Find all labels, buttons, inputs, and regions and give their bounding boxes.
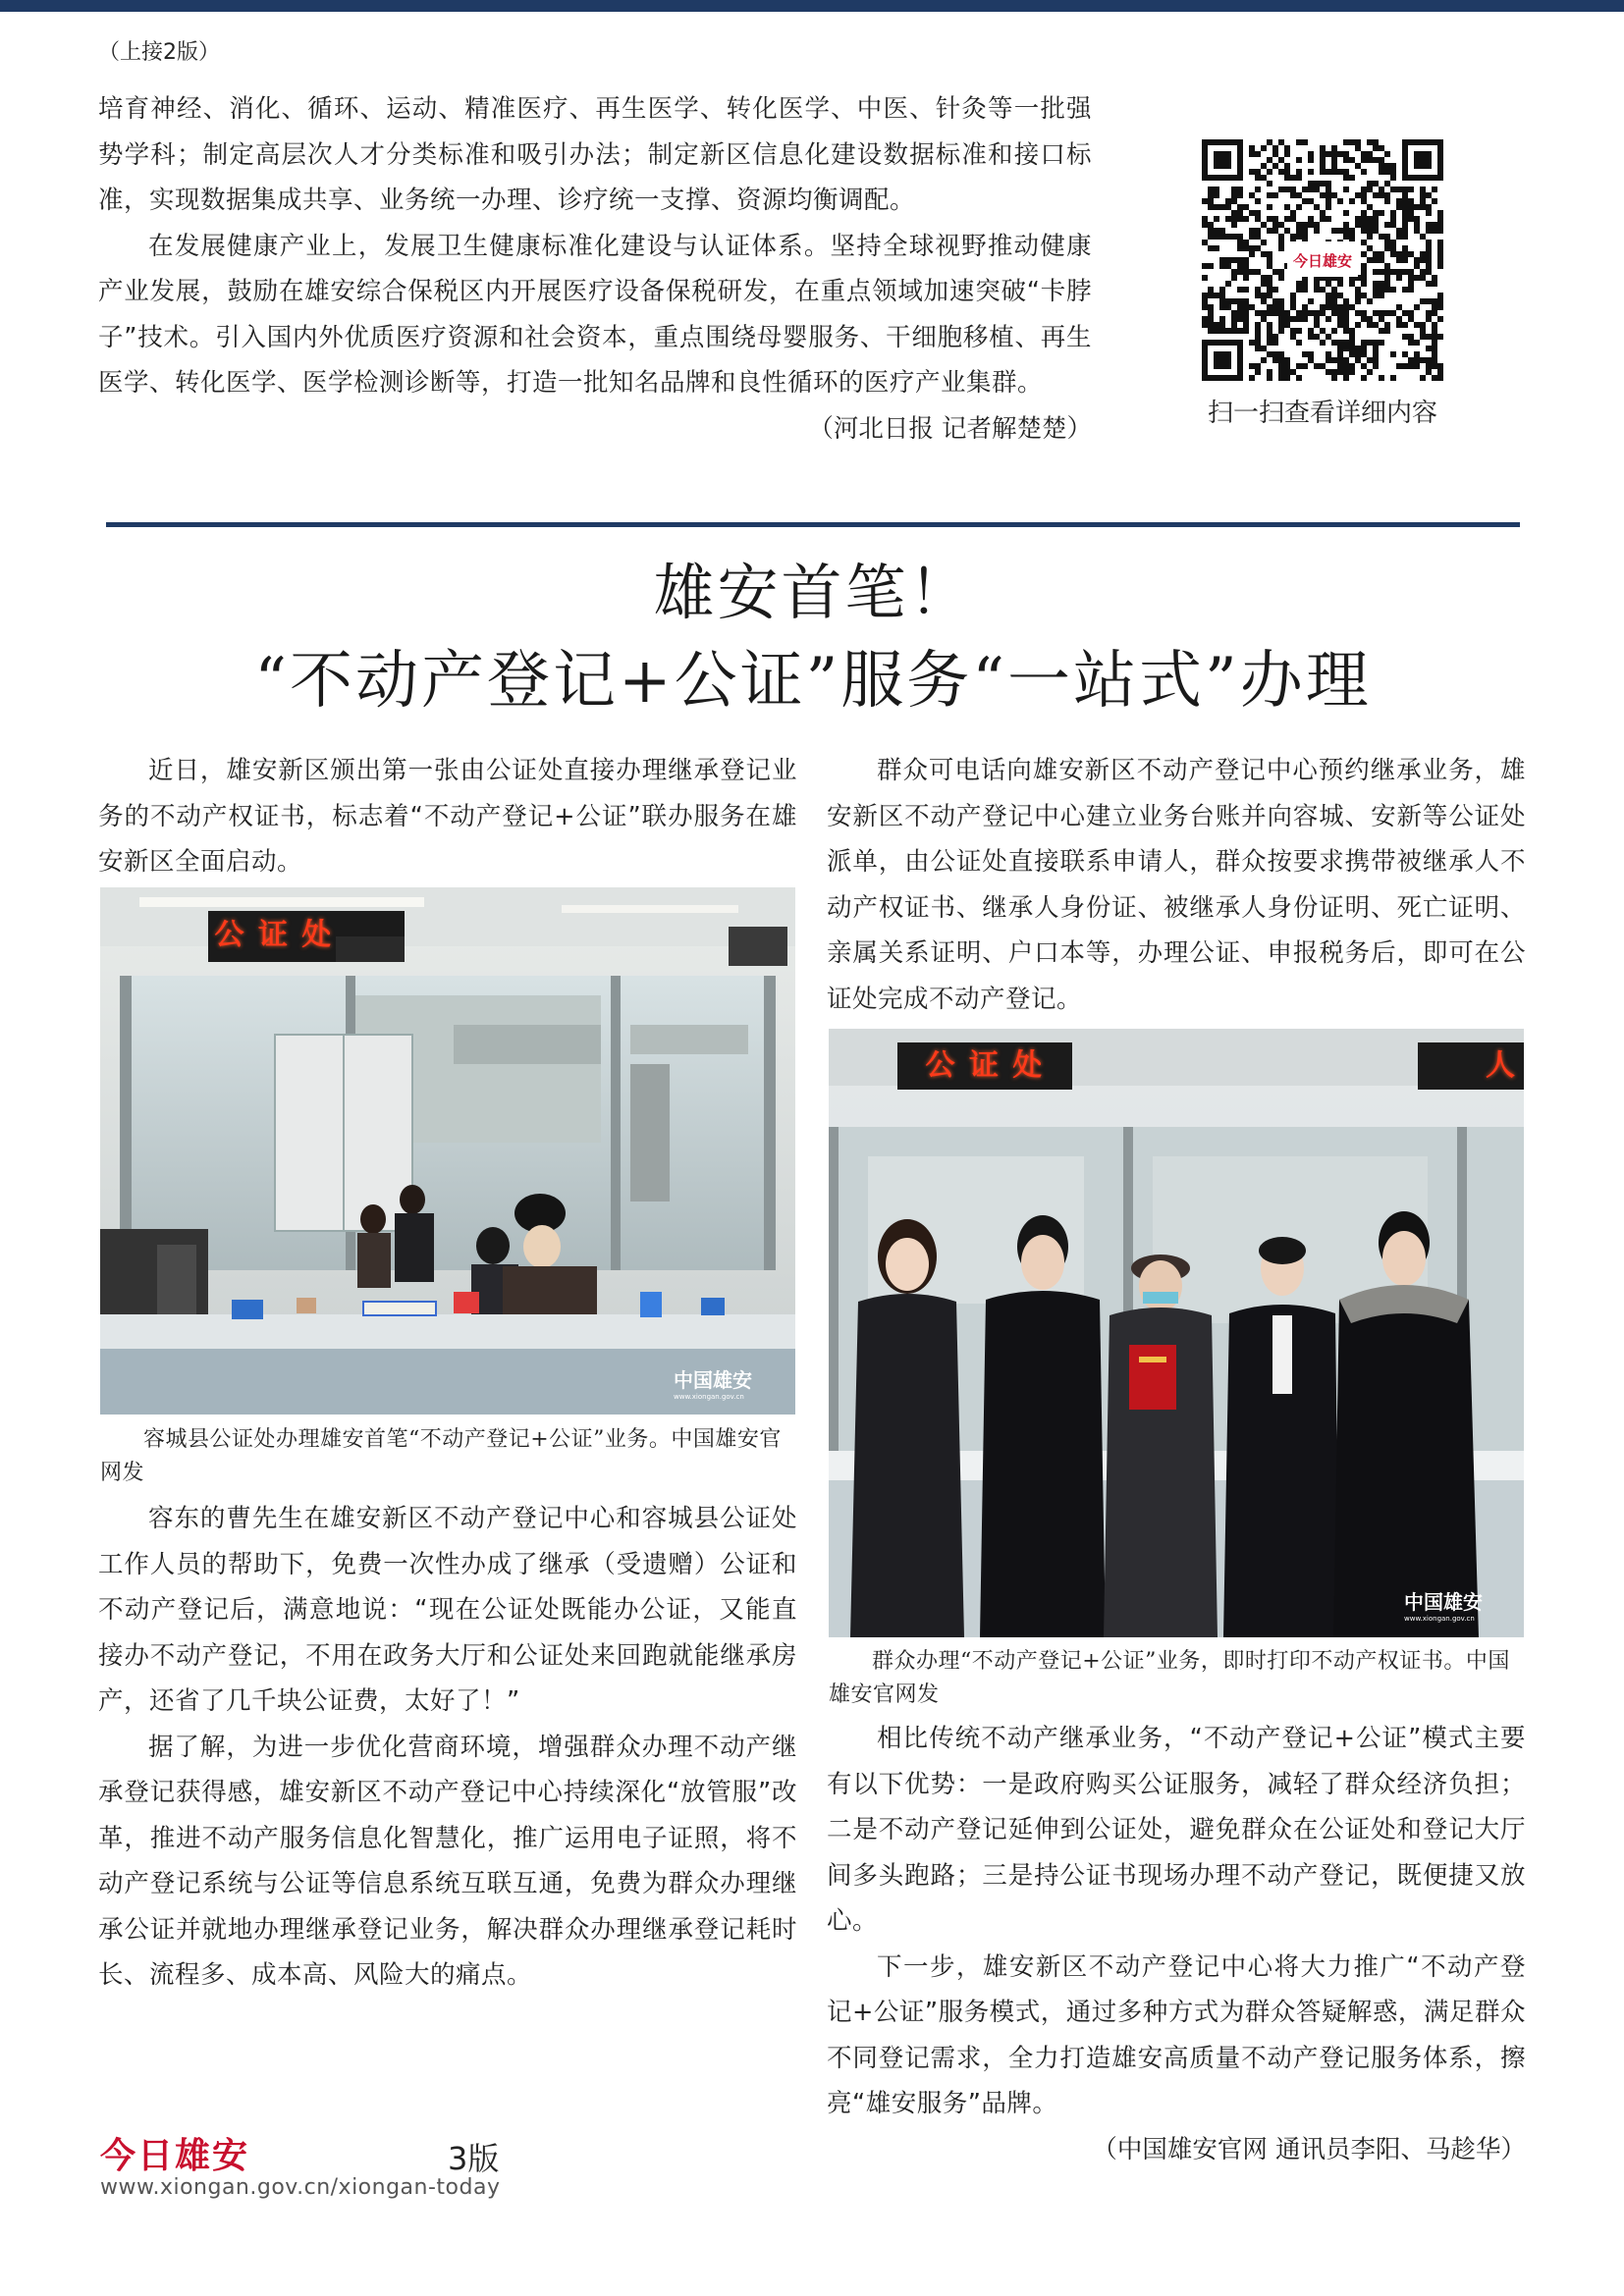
right-column-intro <box>827 748 1526 1022</box>
top-article <box>98 86 1092 452</box>
photo2-watermark-url: www.xiongan.gov.cn <box>1404 1615 1475 1623</box>
headline-line-1: 雄安首笔！ <box>653 557 973 628</box>
photo2-led-sign: 公 证 处 <box>925 1048 1045 1083</box>
photo1-led-sign: 公 证 处 <box>214 918 334 952</box>
photo1-caption: 容城县公证处办理雄安首笔“不动产登记+公证”业务。中国雄安官网发 <box>100 1427 782 1485</box>
left-paragraph-2: 容东的曹先生在雄安新区不动产登记中心和容城县公证处工作人员的帮助下，免费一次性办成了继承（受遗赠）公证和不动产登记后，满意地说：“现在公证处既能办公证，又能直接办不动产登记，不用在政务大厅和公证处来回跑就能继承房产，还省了几千块公证费，太好了！” <box>98 1504 797 1716</box>
left-column-body <box>98 1496 797 1999</box>
photo2-led-sign-2: 人 <box>1486 1048 1515 1083</box>
right-paragraph-1: 群众可电话向雄安新区不动产登记中心预约继承业务，雄安新区不动产登记中心建立业务台账并向容城、安新等公证处派单，由公证处直接联系申请人，群众按要求携带被继承人不动产权证书、继承人身份证、被继承人身份证明、死亡证明、亲属关系证明、户口本等，办理公证、申报税务后，即可在公证处完成不动产登记。 <box>827 756 1526 1014</box>
footer-edition: 3版 <box>448 2140 500 2177</box>
photo-notary-counter <box>100 887 795 1415</box>
photo2-watermark-logo: 中国雄安 <box>1404 1590 1483 1614</box>
qr-code[interactable] <box>1202 139 1443 381</box>
footer-url-link[interactable]: www.xiongan.gov.cn/xiongan-today <box>100 2175 501 2200</box>
top-article-paragraph-2: 在发展健康产业上，发展卫生健康标准化建设与认证体系。坚持全球视野推动健康产业发展，鼓励在雄安综合保税区内开展医疗设备保税研发，在重点领域加速突破“卡脖子”技术。引入国内外优质医疗资源和社会资本，重点围绕母婴服务、干细胞移植、再生医学、转化医学、医学检测诊断等，打造一批知名品牌和良性循环的医疗产业集群。 <box>98 231 1092 398</box>
top-article-credit: （河北日报 记者解楚楚） <box>808 413 1092 444</box>
left-paragraph-1: 近日，雄安新区颁出第一张由公证处直接办理继承登记业务的不动产权证书，标志着“不动产登记+公证”联办服务在雄安新区全面启动。 <box>98 756 797 877</box>
qr-center-label: 今日雄安 <box>1287 241 1358 277</box>
photo2-watermark <box>1404 1590 1522 1635</box>
left-paragraph-3: 据了解，为进一步优化营商环境，增强群众办理不动产继承登记获得感，雄安新区不动产登记中心持续深化“放管服”改革，推进不动产服务信息化智慧化，推广运用电子证照，将不动产登记系统与公证等信息系统互联互通，免费为群众办理继承公证并就地办理继承登记业务，解决群众办理继承登记耗时长、流程多、成本高、风险大的痛点。 <box>98 1732 797 1990</box>
continued-from-label: （上接2版） <box>98 40 220 65</box>
photo1-watermark-logo: 中国雄安 <box>674 1368 752 1392</box>
photo-group-certificate <box>829 1029 1524 1637</box>
headline-line-2: “不动产登记+公证”服务“一站式”办理 <box>254 645 1372 718</box>
top-article-paragraph-1: 培育神经、消化、循环、运动、精准医疗、再生医学、转化医学、中医、针灸等一批强势学科；制定高层次人才分类标准和吸引办法；制定新区信息化建设数据标准和接口标准，实现数据集成共享、业务统一办理、诊疗统一支撑、资源均衡调配。 <box>98 94 1092 215</box>
photo1-watermark <box>674 1368 791 1414</box>
photo2-caption: 群众办理“不动产登记+公证”业务，即时打印不动产权证书。中国雄安官网发 <box>829 1649 1510 1707</box>
right-column-credit: （中国雄安官网 通讯员李阳、马趁华） <box>1092 2134 1526 2164</box>
footer-logo: 今日雄安 <box>100 2135 250 2176</box>
section-divider <box>106 522 1520 527</box>
qr-caption: 扫一扫查看详细内容 <box>1207 399 1437 428</box>
right-paragraph-2: 相比传统不动产继承业务，“不动产登记+公证”模式主要有以下优势：一是政府购买公证服务，减轻了群众经济负担；二是不动产登记延伸到公证处，避免群众在公证处和登记大厅间多头跑路；三是持公证书现场办理不动产登记，既便捷又放心。 <box>827 1724 1526 1936</box>
left-column-intro <box>98 748 797 885</box>
top-navy-bar <box>0 0 1624 12</box>
photo1-watermark-url: www.xiongan.gov.cn <box>674 1393 744 1401</box>
right-column-body <box>827 1716 1526 2172</box>
right-paragraph-3: 下一步，雄安新区不动产登记中心将大力推广“不动产登记+公证”服务模式，通过多种方式为群众答疑解惑，满足群众不同登记需求，全力打造雄安高质量不动产登记服务体系，擦亮“雄安服务”品牌。 <box>827 1951 1526 2118</box>
